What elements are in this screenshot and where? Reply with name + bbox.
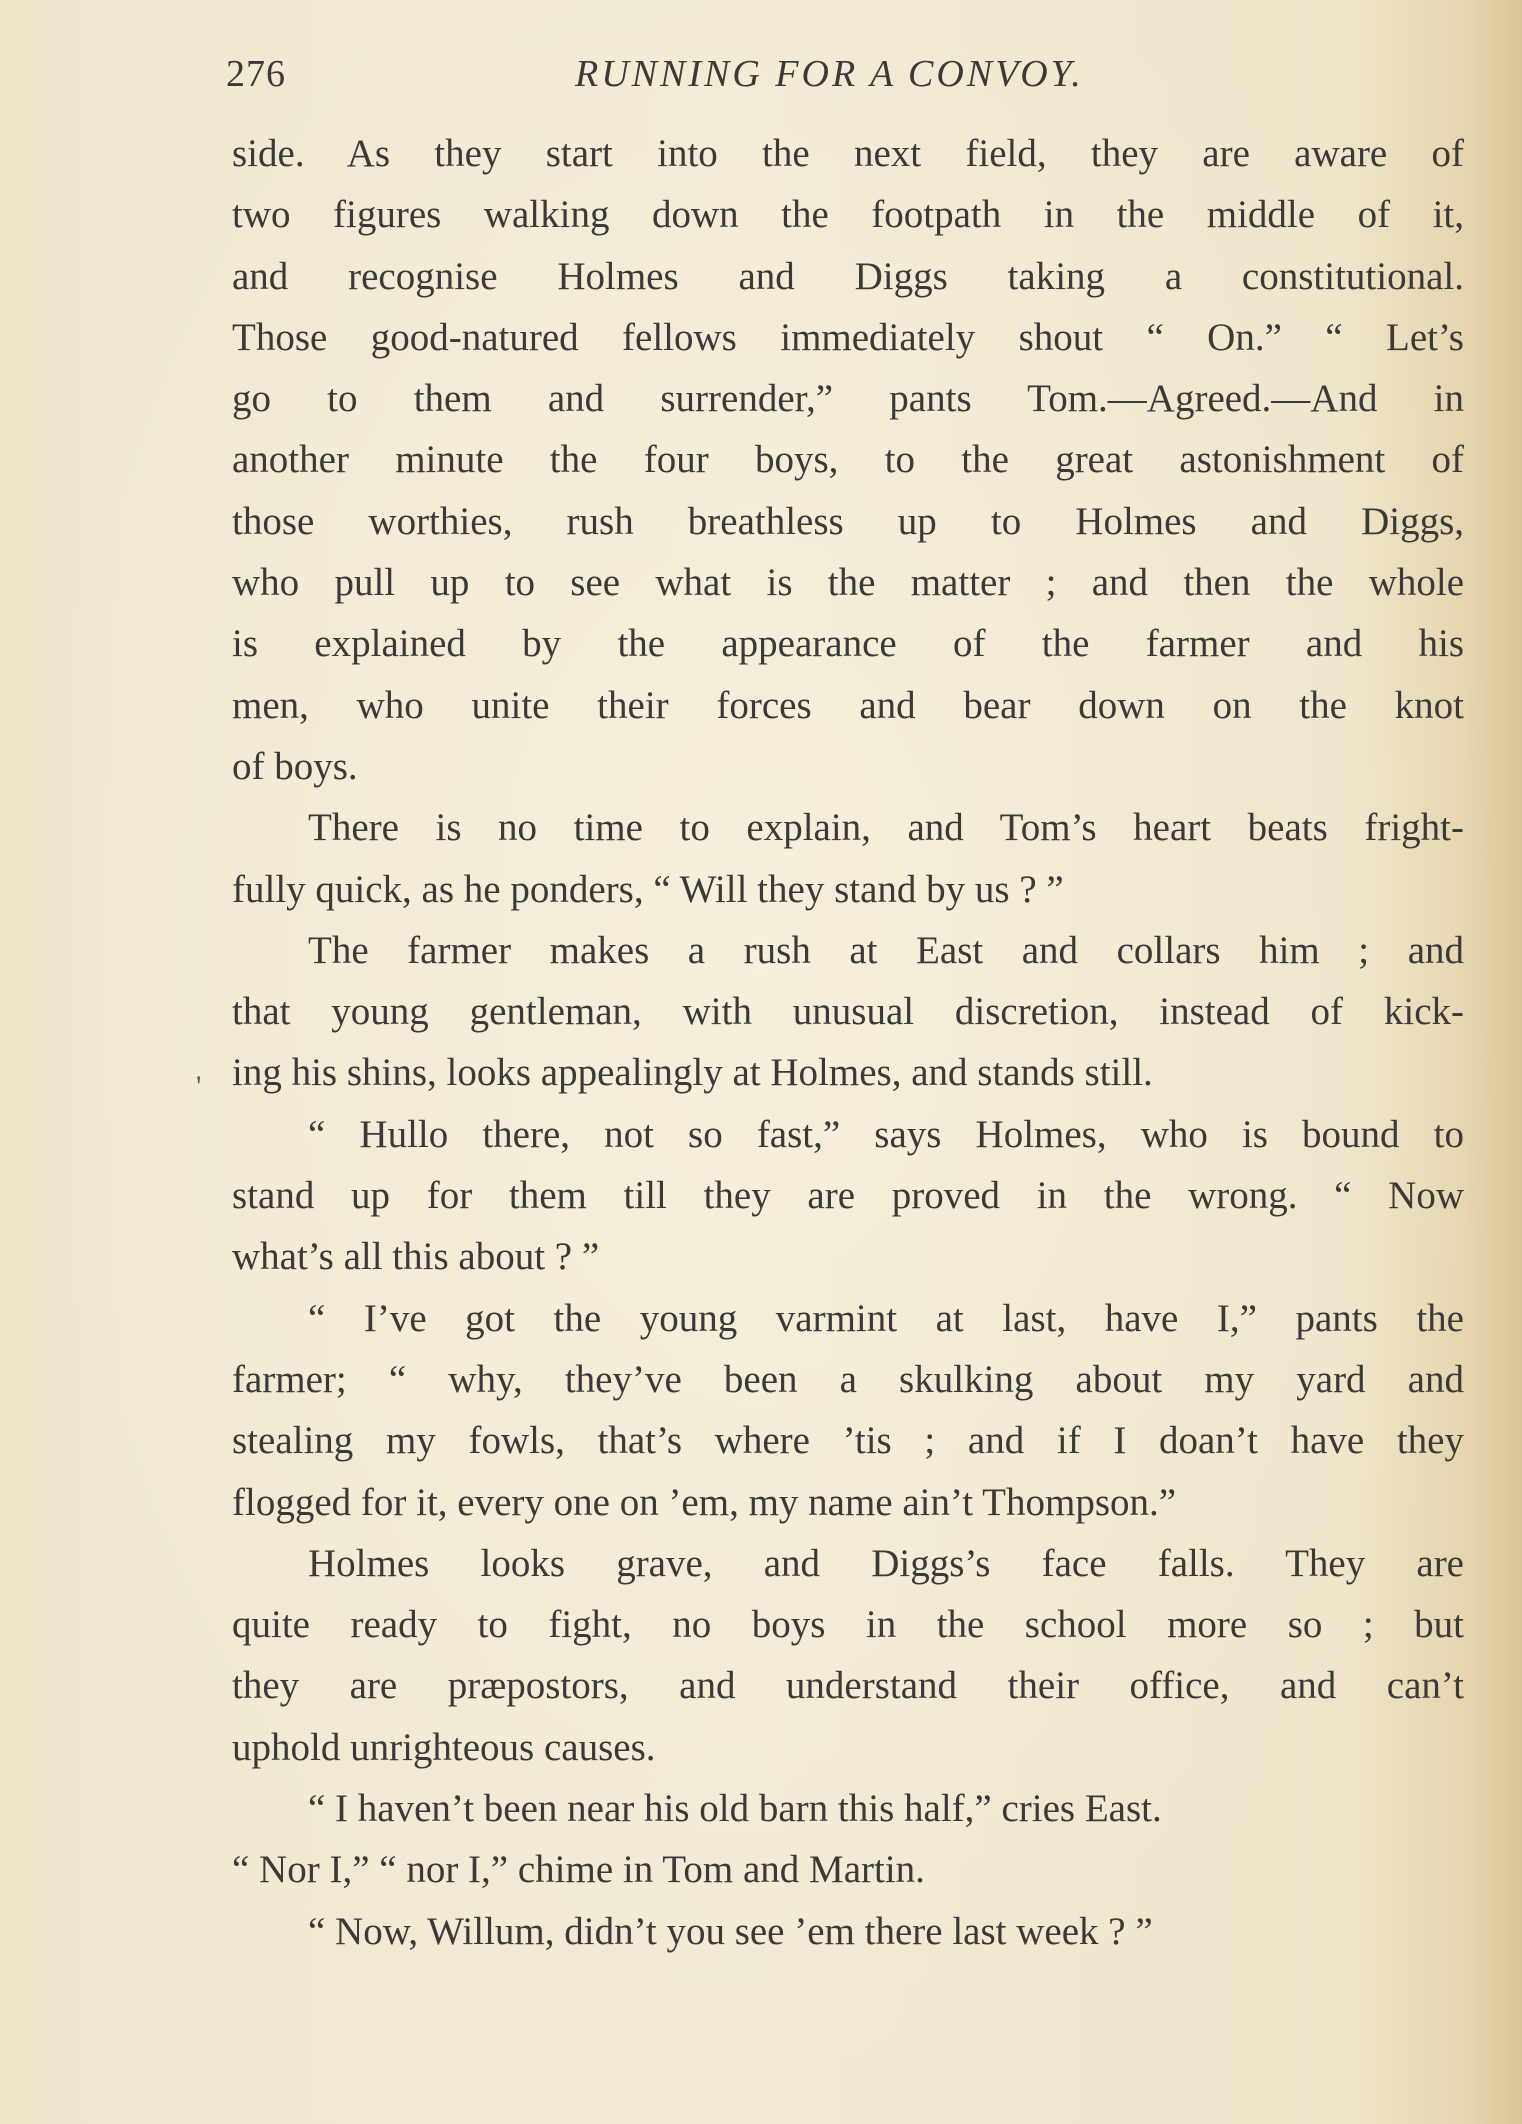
text-line: who pull up to see what is the matter ; and then the whole	[232, 561, 1464, 605]
text-line: stand up for them till they are proved in the wrong. “ Now	[232, 1174, 1464, 1218]
text-line: quite ready to fight, no boys in the school more so ; but	[232, 1603, 1464, 1647]
text-line: There is no time to explain, and Tom’s heart beats fright-	[308, 806, 1464, 850]
text-line: fully quick, as he ponders, “ Will they stand by us ? ”	[232, 867, 1064, 911]
text-line: that young gentleman, with unusual discretion, instead of kick-	[232, 990, 1464, 1034]
text-line: those worthies, rush breathless up to Holmes and Diggs,	[232, 499, 1464, 543]
text-line: flogged for it, every one on ’em, my name ain’t Thompson.”	[232, 1480, 1177, 1524]
text-line: they are præpostors, and understand their office, and can’t	[232, 1664, 1464, 1708]
text-line: The farmer makes a rush at East and collars him ; and	[308, 928, 1464, 972]
page-header	[0, 52, 1522, 112]
text-line: side. As they start into the next field, they are aware of	[232, 132, 1464, 175]
margin-mark: '	[196, 1070, 202, 1103]
text-line: farmer; “ why, they’ve been a skulking about my yard and	[232, 1357, 1464, 1401]
text-line: of boys.	[232, 744, 358, 788]
text-line: stealing my fowls, that’s where ’tis ; and if I doan’t have they	[232, 1419, 1464, 1463]
text-line: go to them and surrender,” pants Tom.—Agreed.—And in	[232, 377, 1464, 421]
text-line: “ I’ve got the young varmint at last, have I,” pants the	[308, 1296, 1464, 1340]
text-line: what’s all this about ? ”	[232, 1235, 600, 1279]
text-line: and recognise Holmes and Diggs taking a constitutional.	[232, 254, 1464, 298]
text-line: “ I haven’t been near his old barn this half,” cries East.	[308, 1787, 1162, 1831]
page-number: 276	[226, 53, 286, 95]
text-line: men, who unite their forces and bear down on the knot	[232, 683, 1464, 727]
text-line: “ Now, Willum, didn’t you see ’em there last week ? ”	[308, 1909, 1153, 1953]
text-line: “ Nor I,” “ nor I,” chime in Tom and Martin.	[232, 1848, 925, 1892]
running-head: RUNNING FOR A CONVOY.	[575, 53, 1084, 95]
text-line: ing his shins, looks appealingly at Holmes, and stands still.	[232, 1051, 1153, 1095]
text-line: two figures walking down the footpath in the middle of it,	[232, 193, 1464, 237]
text-line: another minute the four boys, to the great astonishment of	[232, 438, 1464, 482]
text-line: uphold unrighteous causes.	[232, 1725, 656, 1769]
text-line: Holmes looks grave, and Diggs’s face falls. They are	[308, 1541, 1464, 1585]
text-line: Those good-natured fellows immediately shout “ On.” “ Let’s	[232, 315, 1464, 359]
body-text	[232, 123, 1464, 1962]
text-line: “ Hullo there, not so fast,” says Holmes, who is bound to	[308, 1112, 1464, 1156]
text-line: is explained by the appearance of the farmer and his	[232, 622, 1464, 666]
